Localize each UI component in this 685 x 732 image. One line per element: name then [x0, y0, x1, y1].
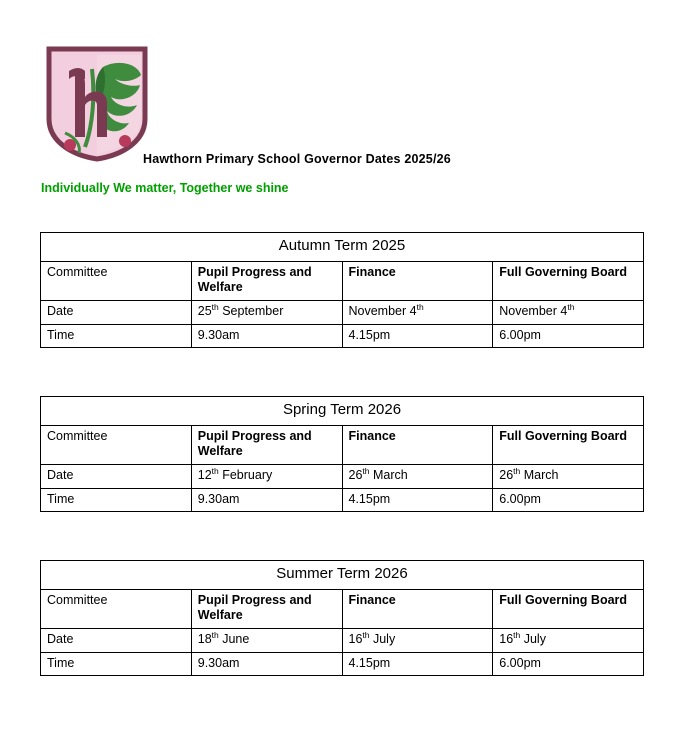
cell-time-pupil-progress: 9.30am — [191, 488, 342, 512]
table-row-time — [41, 652, 644, 676]
table-row-title — [41, 233, 644, 262]
column-header-full-governing-board: Full Governing Board — [493, 261, 644, 300]
term-title: Autumn Term 2025 — [41, 233, 644, 262]
column-header-pupil-progress: Pupil Progress and Welfare — [191, 589, 342, 628]
cell-time-pupil-progress: 9.30am — [191, 324, 342, 348]
cell-time-full-governing-board: 6.00pm — [493, 488, 644, 512]
column-header-pupil-progress: Pupil Progress and Welfare — [191, 261, 342, 300]
table-row-title — [41, 397, 644, 426]
cell-time-full-governing-board: 6.00pm — [493, 324, 644, 348]
hawthorn-primary-school-crest-icon — [45, 45, 149, 163]
cell-date-pupil-progress: 18th June — [191, 629, 342, 653]
table-row-date — [41, 301, 644, 325]
cell-date-finance: 26th March — [342, 465, 493, 489]
page-title: Hawthorn Primary School Governor Dates 2025/26 — [143, 152, 451, 166]
cell-date-pupil-progress: 25th September — [191, 301, 342, 325]
cell-date-pupil-progress: 12th February — [191, 465, 342, 489]
term-table — [40, 396, 644, 512]
row-header-committee: Committee — [41, 425, 192, 464]
term-block-summer — [40, 560, 644, 676]
column-header-finance: Finance — [342, 261, 493, 300]
row-label-date: Date — [41, 301, 192, 325]
cell-time-pupil-progress: 9.30am — [191, 652, 342, 676]
cell-time-full-governing-board: 6.00pm — [493, 652, 644, 676]
column-header-finance: Finance — [342, 425, 493, 464]
row-label-time: Time — [41, 652, 192, 676]
table-row-date — [41, 465, 644, 489]
row-label-date: Date — [41, 465, 192, 489]
column-header-pupil-progress: Pupil Progress and Welfare — [191, 425, 342, 464]
term-title: Summer Term 2026 — [41, 561, 644, 590]
table-row-header — [41, 589, 644, 628]
table-row-header — [41, 261, 644, 300]
cell-date-finance: November 4th — [342, 301, 493, 325]
table-row-date — [41, 629, 644, 653]
term-table — [40, 560, 644, 676]
table-row-title — [41, 561, 644, 590]
row-label-time: Time — [41, 324, 192, 348]
school-motto: Individually We matter, Together we shine — [41, 181, 289, 195]
term-block-spring — [40, 396, 644, 512]
cell-time-finance: 4.15pm — [342, 324, 493, 348]
cell-time-finance: 4.15pm — [342, 488, 493, 512]
cell-date-full-governing-board: 26th March — [493, 465, 644, 489]
cell-time-finance: 4.15pm — [342, 652, 493, 676]
column-header-full-governing-board: Full Governing Board — [493, 589, 644, 628]
cell-date-full-governing-board: November 4th — [493, 301, 644, 325]
cell-date-finance: 16th July — [342, 629, 493, 653]
term-table — [40, 232, 644, 348]
table-row-time — [41, 324, 644, 348]
column-header-full-governing-board: Full Governing Board — [493, 425, 644, 464]
row-label-time: Time — [41, 488, 192, 512]
document-header — [0, 0, 685, 195]
cell-date-full-governing-board: 16th July — [493, 629, 644, 653]
row-header-committee: Committee — [41, 261, 192, 300]
table-row-header — [41, 425, 644, 464]
row-header-committee: Committee — [41, 589, 192, 628]
column-header-finance: Finance — [342, 589, 493, 628]
term-title: Spring Term 2026 — [41, 397, 644, 426]
table-row-time — [41, 488, 644, 512]
row-label-date: Date — [41, 629, 192, 653]
term-block-autumn — [40, 232, 644, 348]
